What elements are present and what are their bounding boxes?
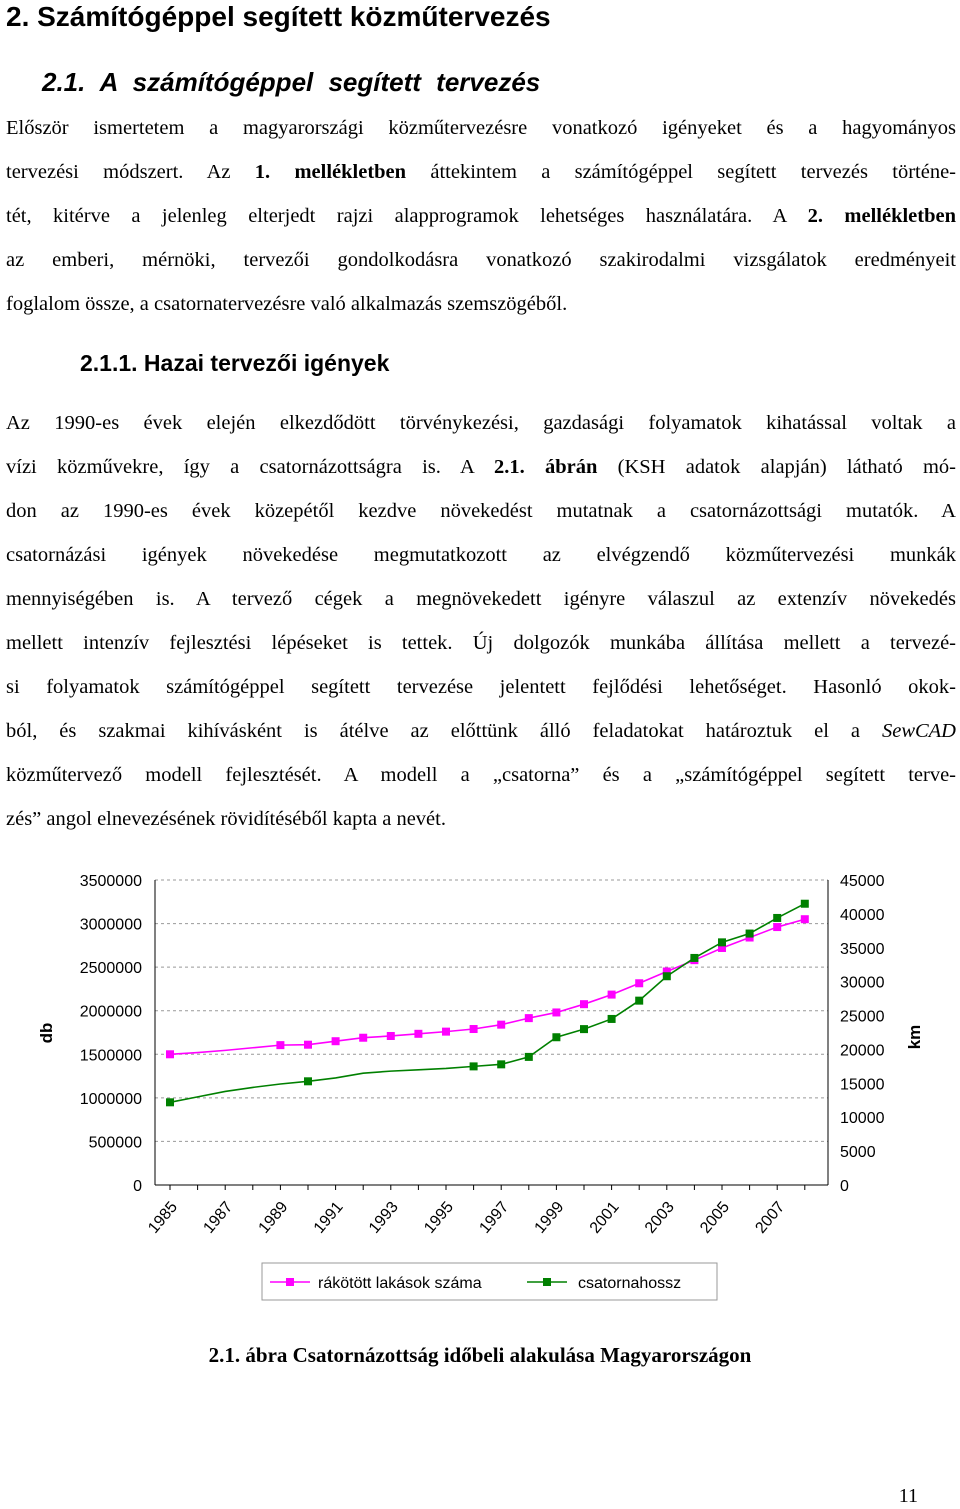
series-2-point xyxy=(801,900,809,908)
x-tick-label: 2005 xyxy=(697,1198,734,1237)
x-tick-label: 1985 xyxy=(145,1198,182,1237)
text-line xyxy=(6,709,956,753)
y-right-axis-label: km xyxy=(905,1024,924,1050)
legend-label: rákötött lakások száma xyxy=(318,1275,482,1292)
x-tick-label: 1991 xyxy=(310,1198,347,1237)
x-tick-label: 1997 xyxy=(476,1198,513,1237)
series-1-point xyxy=(387,1032,395,1040)
text-line xyxy=(6,150,956,194)
legend-marker xyxy=(286,1278,294,1286)
y-right-tick-label: 10000 xyxy=(840,1110,885,1128)
series-2-point xyxy=(166,1098,174,1106)
series-2-point xyxy=(663,972,671,980)
x-tick-label: 1987 xyxy=(200,1198,237,1237)
series-2-point xyxy=(497,1060,505,1068)
series-line-1 xyxy=(170,919,805,1054)
text-line xyxy=(6,753,956,797)
y-left-tick-label: 3500000 xyxy=(79,873,142,890)
text-span: mellett intenzív fejlesztési lépéseket is tettek. Új dolgozók munkába állítása mellett a tervezé- xyxy=(6,632,956,654)
series-1-point xyxy=(608,991,616,999)
series-2-point xyxy=(718,938,726,946)
y-left-tick-label: 1000000 xyxy=(79,1090,142,1108)
legend-marker xyxy=(543,1278,551,1286)
text-span: (KSH adatok alapján) látható mó- xyxy=(597,456,956,478)
paragraph-intro xyxy=(6,106,956,326)
y-right-tick-label: 25000 xyxy=(840,1008,885,1026)
series-2-point xyxy=(690,954,698,962)
series-1-point xyxy=(276,1041,284,1049)
text-span: ból, és szakmai kihívásként is átélve az előttünk álló feladatokat határoztuk el a xyxy=(6,720,882,742)
text-line xyxy=(6,797,956,841)
series-2-point xyxy=(552,1033,560,1041)
x-tick-label: 2007 xyxy=(752,1198,789,1237)
legend-label: csatornahossz xyxy=(578,1275,682,1292)
series-2-point xyxy=(580,1025,588,1033)
text-line xyxy=(6,489,956,533)
y-right-tick-label: 5000 xyxy=(840,1144,876,1162)
text-line xyxy=(6,533,956,577)
text-line xyxy=(6,238,956,282)
paragraph-body xyxy=(6,401,956,841)
x-tick-label: 2003 xyxy=(641,1198,678,1237)
series-2-point xyxy=(470,1062,478,1070)
text-span: don az 1990-es évek közepétől kezdve növekedést mutatnak a csatornázottsági mutatók. A xyxy=(6,500,956,522)
sewerage-chart xyxy=(0,855,960,1325)
text-line xyxy=(6,621,956,665)
text-span: az emberi, mérnöki, tervezői gondolkodásra vonatkozó szakirodalmi vizsgálatok eredményeit xyxy=(6,249,956,271)
series-1-point xyxy=(359,1034,367,1042)
y-right-tick-label: 35000 xyxy=(840,940,885,958)
text-line xyxy=(6,577,956,621)
y-right-tick-label: 0 xyxy=(840,1178,849,1195)
y-right-tick-label: 15000 xyxy=(840,1076,885,1094)
series-1-point xyxy=(525,1014,533,1022)
y-right-tick-label: 40000 xyxy=(840,906,885,924)
text-span: zés” angol elnevezésének rövidítéséből kapta a nevét. xyxy=(6,808,446,830)
series-1-point xyxy=(552,1008,560,1016)
series-1-point xyxy=(304,1041,312,1049)
subsection-heading: 2.1. A számítógéppel segített tervezés xyxy=(42,67,541,97)
figure-caption: 2.1. ábra Csatornázottság időbeli alakulása Magyarországon xyxy=(208,1343,752,1367)
text-span: Először ismertetem a magyarországi közműtervezésre vonatkozó igényeket és a hagyományos xyxy=(6,117,956,139)
text-span: 1. mellékletben xyxy=(254,161,407,183)
text-span: si folyamatok számítógéppel segített tervezése jelentett fejlődési lehetőséget. Hasonló okok- xyxy=(6,676,956,698)
text-line xyxy=(6,194,956,238)
text-span: közműtervező modell fejlesztését. A modell a „csatorna” és a „számítógéppel segített terve- xyxy=(6,764,956,786)
text-span: áttekintem a számítógéppel segített tervezés történe- xyxy=(406,161,956,183)
y-left-tick-label: 1500000 xyxy=(79,1047,142,1065)
text-span: foglalom össze, a csatornatervezésre való alkalmazás szemszögéből. xyxy=(6,293,568,315)
text-line xyxy=(6,445,956,489)
x-tick-label: 1993 xyxy=(365,1198,402,1237)
series-1-point xyxy=(166,1050,174,1058)
text-span: mennyiségében is. A tervező cégek a megnövekedett igényre válaszul az extenzív növekedés xyxy=(6,588,956,610)
series-1-point xyxy=(414,1030,422,1038)
x-tick-label: 1999 xyxy=(531,1198,568,1237)
text-span: tét, kitérve a jelenleg elterjedt rajzi alapprogramok lehetséges használatára. A xyxy=(6,205,808,227)
y-left-tick-label: 0 xyxy=(133,1178,142,1195)
series-2-point xyxy=(525,1053,533,1061)
series-2-point xyxy=(304,1077,312,1085)
y-right-tick-label: 45000 xyxy=(840,873,885,890)
series-2-point xyxy=(635,997,643,1005)
series-1-point xyxy=(332,1037,340,1045)
y-right-tick-label: 20000 xyxy=(840,1042,885,1060)
section-heading: 2. Számítógéppel segített közműtervezés xyxy=(6,1,551,32)
text-line xyxy=(6,401,956,445)
text-span: tervezési módszert. Az xyxy=(6,161,255,183)
y-left-tick-label: 3000000 xyxy=(79,916,142,934)
text-span: Az 1990-es évek elején elkezdődött törvénykezési, gazdasági folyamatok kihatással voltak a xyxy=(6,412,956,434)
text-line xyxy=(6,106,956,150)
x-tick-label: 1989 xyxy=(255,1198,292,1237)
text-line xyxy=(6,282,956,326)
series-2-point xyxy=(773,914,781,922)
text-span: 2.1. ábrán xyxy=(493,456,598,478)
series-1-point xyxy=(801,915,809,923)
y-left-tick-label: 2000000 xyxy=(79,1003,142,1021)
text-span: SewCAD xyxy=(881,720,956,742)
y-left-axis-label: db xyxy=(37,1022,56,1044)
subsubsection-heading: 2.1.1. Hazai tervezői igények xyxy=(80,350,390,376)
x-tick-label: 1995 xyxy=(421,1198,458,1237)
y-right-tick-label: 30000 xyxy=(840,974,885,992)
series-1-point xyxy=(635,979,643,987)
series-2-point xyxy=(608,1015,616,1023)
text-line xyxy=(6,665,956,709)
text-span: csatornázási igények növekedése megmutatkozott az elvégzendő közműtervezési munkák xyxy=(6,544,956,566)
text-span: vízi közművekre, így a csatornázottságra is. A xyxy=(6,456,494,478)
series-1-point xyxy=(470,1025,478,1033)
x-tick-label: 2001 xyxy=(586,1198,623,1237)
series-2-point xyxy=(746,930,754,938)
y-left-tick-label: 2500000 xyxy=(79,960,142,978)
series-line-2 xyxy=(170,904,805,1103)
series-1-point xyxy=(442,1028,450,1036)
series-1-point xyxy=(497,1021,505,1029)
series-1-point xyxy=(773,923,781,931)
series-1-point xyxy=(580,1000,588,1008)
y-left-tick-label: 500000 xyxy=(88,1134,142,1152)
text-span: 2. mellékletben xyxy=(807,205,956,227)
page-number: 11 xyxy=(898,1485,918,1507)
